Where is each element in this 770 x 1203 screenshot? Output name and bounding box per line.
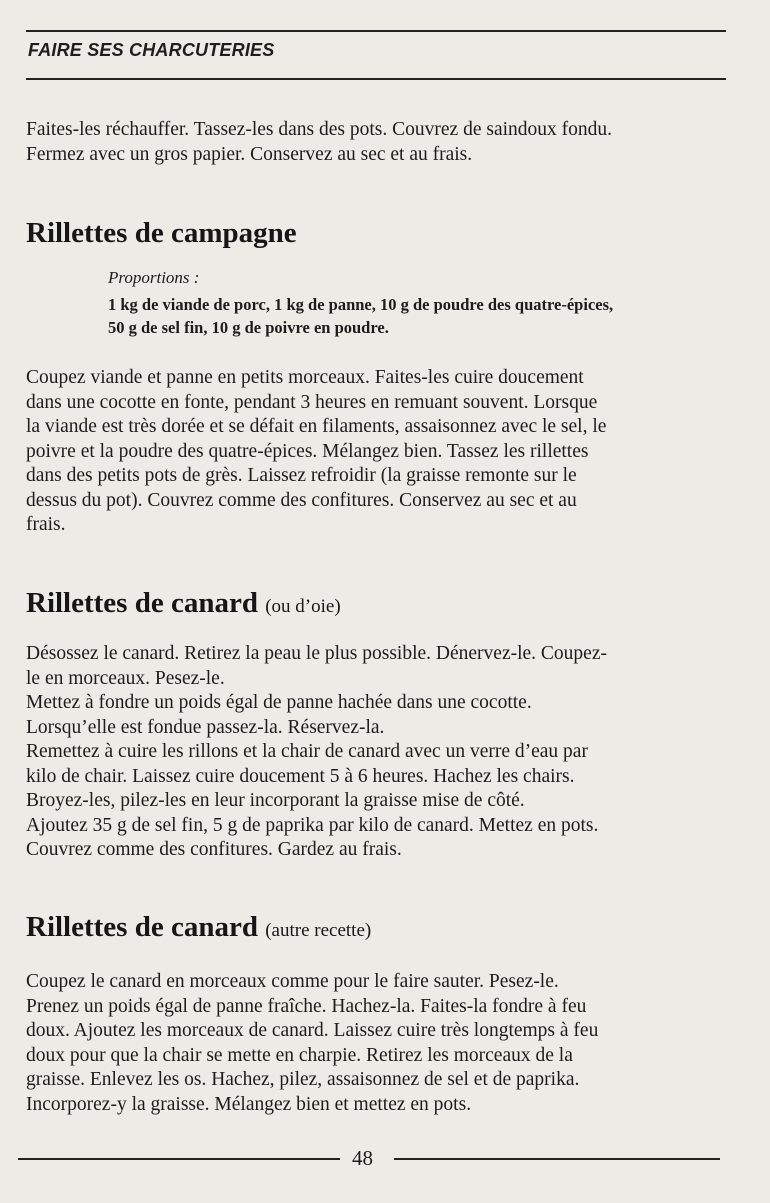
text-line: Coupez le canard en morceaux comme pour le faire sauter. Pesez-le.: [26, 971, 559, 992]
page-number: 48: [352, 1146, 373, 1170]
header-top-rule: [26, 30, 726, 32]
text-line: Remettez à cuire les rillons et la chair de canard avec un verre d’eau par: [26, 741, 588, 762]
text-line: Ajoutez 35 g de sel fin, 5 g de paprika par kilo de canard. Mettez en pots.: [26, 814, 599, 836]
text-line: Fermez avec un gros papier. Conservez au sec et au frais.: [26, 143, 473, 165]
text-line: Coupez viande et panne en petits morceaux. Faites-les cuire doucement: [26, 367, 584, 388]
heading-note: (ou d’oie): [265, 596, 341, 617]
campagne-paragraph: [26, 366, 726, 538]
text-line: dans une cocotte en fonte, pendant 3 heures en remuant souvent. Lorsque: [26, 391, 598, 413]
heading-title: Rillettes de canard: [26, 587, 258, 619]
text-line: Broyez-les, pilez-les en leur incorporant la graisse mise de côté.: [26, 790, 525, 811]
canard-paragraph: [26, 642, 726, 863]
heading-title: Rillettes de campagne: [26, 217, 297, 249]
proportions-list: [108, 293, 728, 339]
heading-title: Rillettes de canard: [26, 911, 258, 943]
intro-paragraph: [26, 118, 726, 167]
text-line: Couvrez comme des confitures. Gardez au frais.: [26, 839, 402, 860]
text-line: doux. Ajoutez les morceaux de canard. Laissez cuire très longtemps à feu: [26, 1020, 599, 1041]
running-header: FAIRE SES CHARCUTERIES: [28, 40, 275, 60]
text-line: Mettez à fondre un poids égal de panne hachée dans une cocotte.: [26, 692, 532, 713]
text-line: Prenez un poids égal de panne fraîche. Hachez-la. Faites-la fondre à feu: [26, 995, 587, 1017]
text-line: la viande est très dorée et se défait en filaments, assaisonnez avec le sel, le: [26, 416, 607, 437]
text-line: kilo de chair. Laissez cuire doucement 5 à 6 heures. Hachez les chairs.: [26, 765, 575, 787]
canard-autre-paragraph: [26, 970, 726, 1117]
text-line: frais.: [26, 514, 66, 535]
text-line: dans des petits pots de grès. Laissez refroidir (la graisse remonte sur le: [26, 465, 577, 486]
footer-rule-left: [18, 1158, 340, 1160]
text-line: doux pour que la chair se mette en charpie. Retirez les morceaux de la: [26, 1044, 573, 1066]
text-line: graisse. Enlevez les os. Hachez, pilez, assaisonnez de sel et de paprika.: [26, 1069, 580, 1090]
text-line: Désossez le canard. Retirez la peau le plus possible. Dénervez-le. Coupez-: [26, 643, 607, 664]
text-line: Lorsqu’elle est fondue passez-la. Réservez-la.: [26, 716, 385, 738]
section-heading-canard: [26, 586, 341, 624]
header-bottom-rule: [26, 78, 726, 80]
text-line: le en morceaux. Pesez-le.: [26, 667, 225, 689]
footer-rule-right: [394, 1158, 720, 1160]
text-line: Faites-les réchauffer. Tassez-les dans des pots. Couvrez de saindoux fondu.: [26, 119, 613, 140]
proportions-line: 1 kg de viande de porc, 1 kg de panne, 10 g de poudre des quatre-épices,: [108, 295, 614, 314]
heading-note: (autre recette): [265, 920, 372, 941]
section-heading-campagne: [26, 216, 297, 250]
text-line: poivre et la poudre des quatre-épices. Mélangez bien. Tassez les rillettes: [26, 440, 589, 462]
section-heading-canard-autre: [26, 910, 371, 948]
proportions-line: 50 g de sel fin, 10 g de poivre en poudre.: [108, 318, 389, 337]
text-line: Incorporez-y la graisse. Mélangez bien et mettez en pots.: [26, 1093, 472, 1115]
proportions-label: Proportions :: [108, 268, 200, 287]
text-line: dessus du pot). Couvrez comme des confitures. Conservez au sec et au: [26, 489, 577, 511]
